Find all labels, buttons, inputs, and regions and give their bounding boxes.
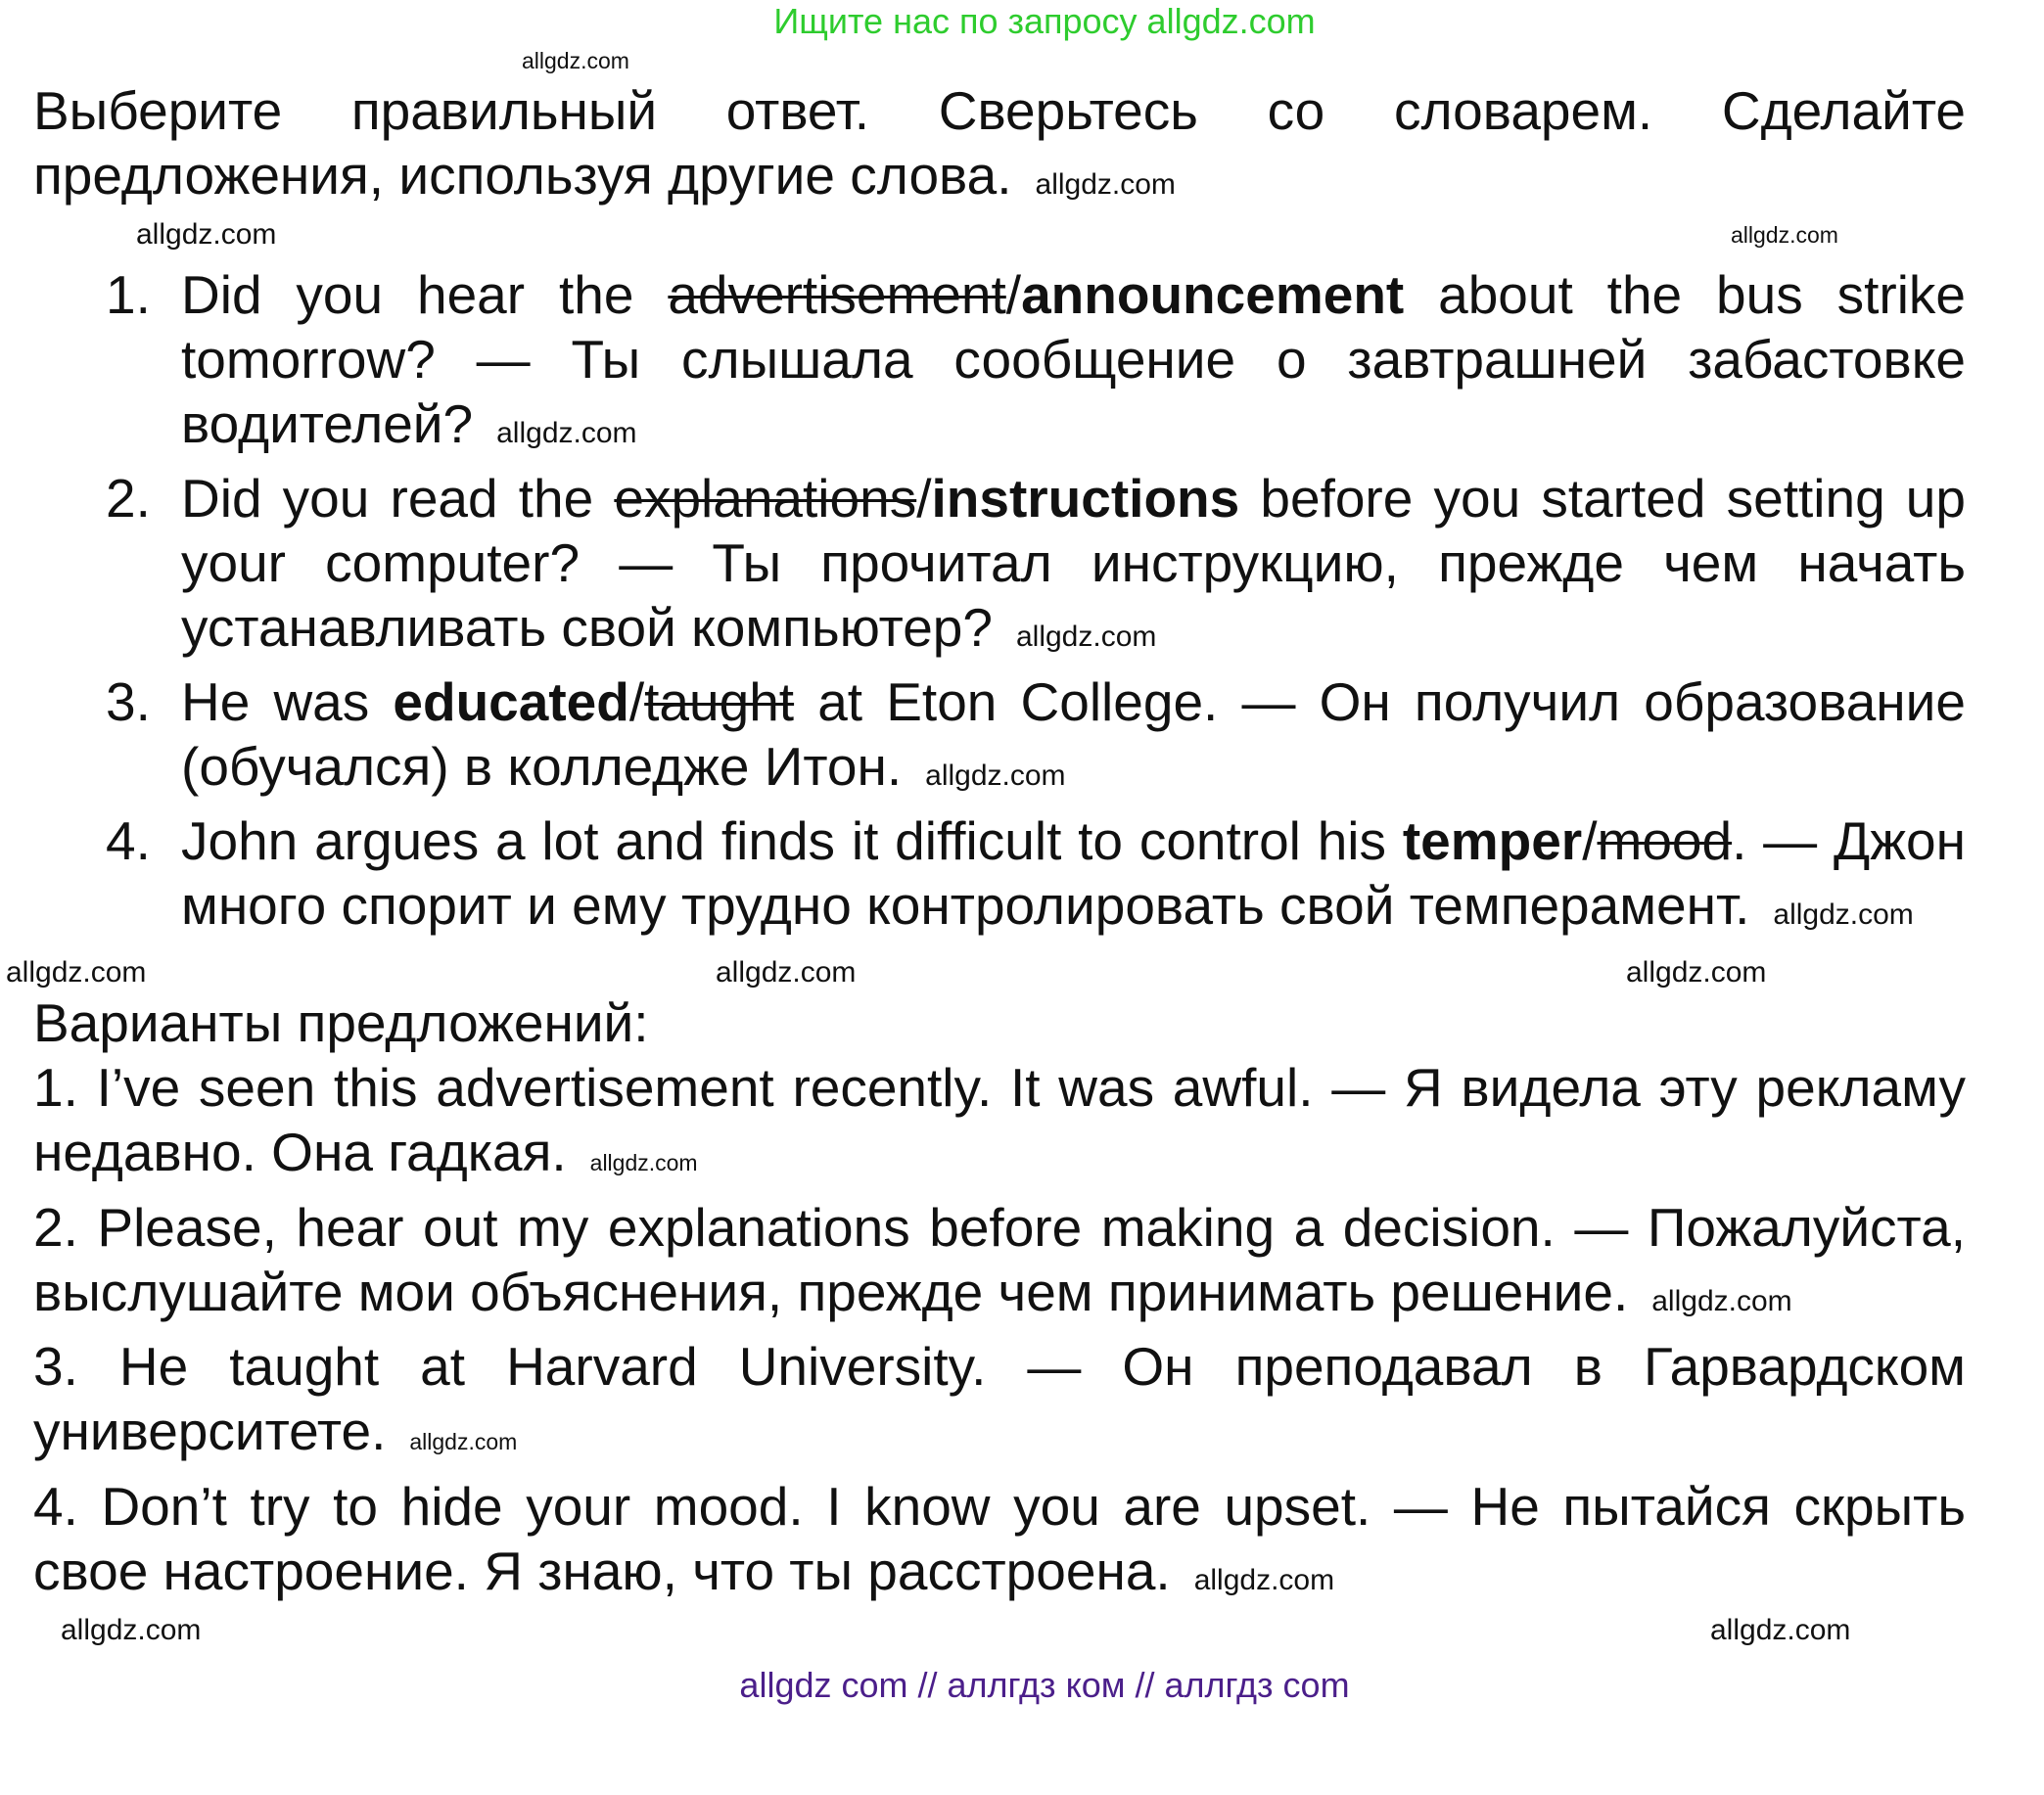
watermark: allgdz.com [925, 759, 1066, 792]
watermark: allgdz.com [6, 956, 147, 989]
item-text: Did you read the [181, 468, 615, 529]
wrong-option: explanations [614, 468, 917, 529]
item-text: . — Джон много спорит и ему трудно контролировать свой темперамент. [181, 810, 1966, 936]
variants-title: Варианты предложений: [33, 992, 649, 1053]
list-item [33, 669, 1966, 808]
separator: / [628, 671, 645, 732]
separator: / [1005, 264, 1022, 325]
item-number: 1. [106, 264, 151, 325]
variant-line: 3. He taught at Harvard University. — Он преподавал в Гарвардском университете. [33, 1336, 1966, 1461]
item-text: He was [181, 671, 394, 732]
watermark: allgdz.com [136, 218, 277, 251]
variant-line: 2. Please, hear out my explanations before making a decision. — Пожалуйста, выслушайте мои объяснения, прежде чем принимать решение. [33, 1197, 1966, 1322]
top-banner[interactable]: Ищите нас по запросу allgdz.com [773, 1, 1316, 41]
correct-option: educated [393, 671, 629, 732]
watermark-row [33, 43, 1966, 78]
task-heading: Выберите правильный ответ. Сверьтесь со словарем. Сделайте предложения, используя другие слова. [33, 80, 1966, 206]
watermark: allgdz.com [409, 1429, 518, 1454]
separator: / [1582, 810, 1598, 871]
task-heading-wrap [33, 78, 1966, 217]
watermark: allgdz.com [1710, 1614, 1851, 1646]
variant-row [33, 1334, 1966, 1474]
variant-line: 1. I’ve seen this advertisement recently. It was awful. — Я видела эту рекламу недавно. Она гадкая. [33, 1057, 1966, 1182]
watermark: allgdz.com [1651, 1285, 1792, 1317]
list-item [33, 466, 1966, 669]
correct-option: instructions [931, 468, 1240, 529]
item-text: John argues a lot and finds it difficult to control his [181, 810, 1403, 871]
watermark: allgdz.com [1731, 222, 1838, 248]
watermark: allgdz.com [1015, 621, 1157, 653]
watermark: allgdz.com [1626, 956, 1767, 989]
watermark: allgdz.com [1035, 168, 1176, 201]
item-text: Did you hear the [181, 264, 669, 325]
list-item [33, 808, 1966, 947]
watermark: allgdz.com [61, 1614, 202, 1646]
variant-line: 4. Don’t try to hide your mood. I know you are upset. — Не пытайся скрыть свое настроение. Я знаю, что ты расстроена. [33, 1476, 1966, 1601]
watermark-row [33, 1613, 1966, 1648]
item-text: at Eton College. — Он получил образование (обучался) в колледже Итон. [181, 671, 1966, 797]
answer-list [33, 262, 1966, 947]
item-text: about the bus strike tomorrow? — Ты слышала сообщение о завтрашней забастовке водителей? [181, 264, 1966, 454]
wrong-option: taught [644, 671, 795, 732]
watermark: allgdz.com [1193, 1564, 1335, 1596]
separator: / [916, 468, 932, 529]
wrong-option: mood [1597, 810, 1733, 871]
item-text: before you started setting up your computer? — Ты прочитал инструкцию, прежде чем начать устанавливать свой компьютер? [181, 468, 1966, 658]
watermark-row [6, 955, 1966, 990]
page-content [0, 43, 2044, 1648]
item-number: 3. [106, 671, 151, 732]
variant-row [33, 1055, 1966, 1195]
list-item [33, 262, 1966, 466]
watermark: allgdz.com [496, 417, 637, 449]
correct-option: temper [1402, 810, 1583, 871]
watermark-row [33, 217, 1966, 253]
variant-row [33, 1195, 1966, 1334]
item-number: 2. [106, 468, 151, 529]
variants-section [33, 990, 1966, 1613]
wrong-option: advertisement [668, 264, 1006, 325]
watermark: allgdz.com [716, 956, 857, 989]
watermark: allgdz.com [1773, 898, 1914, 931]
footer-links[interactable]: allgdz com // аллгдз ком // аллгдз com [739, 1665, 1350, 1705]
watermark: allgdz.com [589, 1150, 698, 1175]
correct-option: announcement [1021, 264, 1405, 325]
watermark: allgdz.com [522, 48, 629, 73]
item-number: 4. [106, 810, 151, 871]
variant-row [33, 1474, 1966, 1613]
